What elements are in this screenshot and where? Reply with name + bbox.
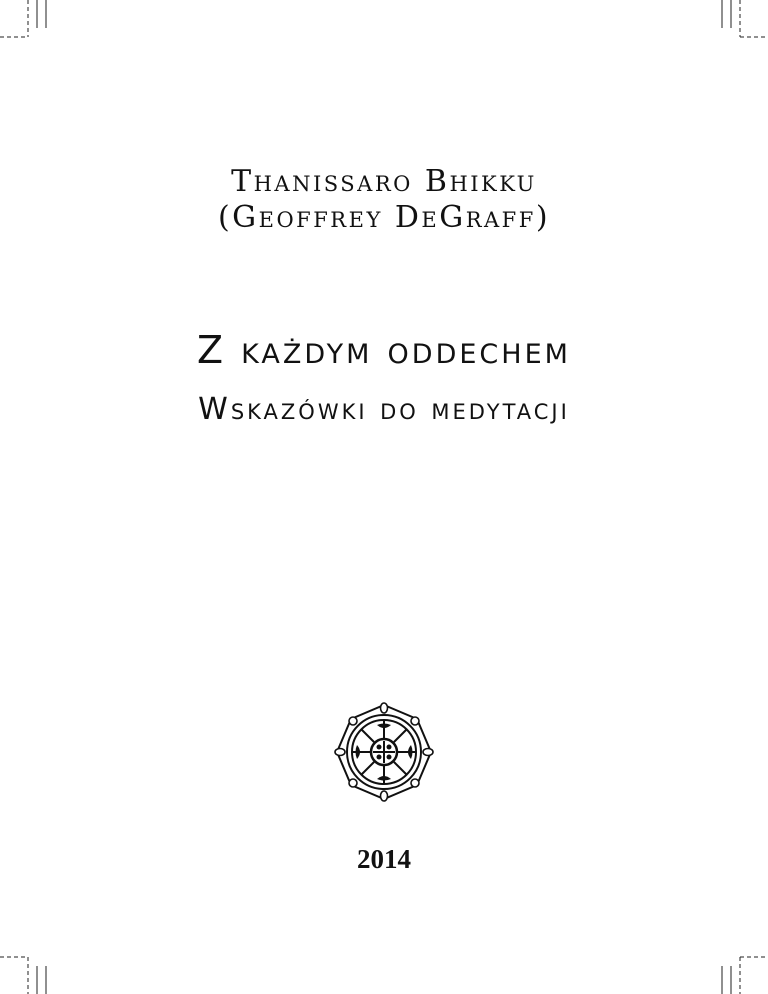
book-subtitle: Wskazówki do medytacji [198, 392, 570, 427]
book-title: Z każdym oddechem [197, 328, 571, 372]
dharma-wheel-icon [333, 701, 435, 803]
author-name: Thanissaro Bhikku [231, 164, 537, 199]
publication-year: 2014 [357, 844, 411, 874]
author-alt-name: (Geoffrey DeGraff) [217, 200, 551, 235]
